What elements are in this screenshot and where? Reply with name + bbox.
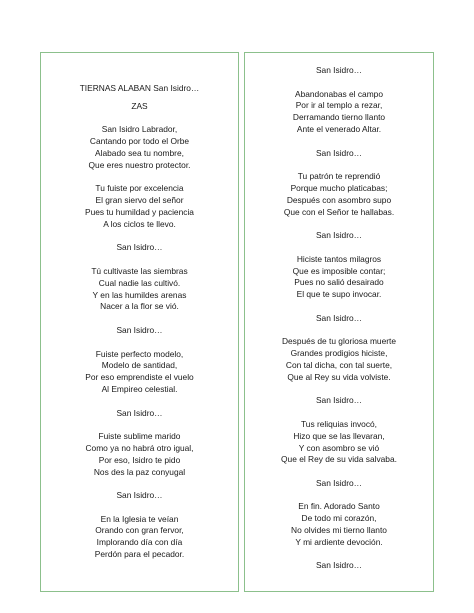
left-stanzas [41, 124, 238, 560]
left-lyrics-column [41, 83, 238, 561]
stanza [245, 171, 433, 218]
verse-line: San Isidro… [315, 147, 363, 158]
refrain-line [245, 313, 433, 325]
verse-line: Alabado sea tu nombre, [95, 147, 184, 158]
refrain-line [245, 148, 433, 160]
verse-line: Pues no salió desairado [294, 277, 384, 288]
refrain-line [41, 408, 238, 420]
verse-line: Tus reliquias invocó, [300, 418, 378, 429]
verse-line: Y mi ardiente devoción. [295, 536, 383, 547]
verse-line: Abandonabas el campo [294, 88, 383, 99]
verse-line: Después de tu gloriosa muerte [281, 336, 397, 347]
right-stanzas [245, 65, 433, 572]
stanza [41, 514, 238, 561]
refrain-line [245, 65, 433, 77]
verse-line: De todo mi corazón, [301, 513, 377, 524]
verse-line: San Isidro… [315, 560, 363, 571]
stanza [245, 254, 433, 301]
song-subtitle: ZAS [131, 100, 148, 111]
verse-line: Implorando día con día [96, 537, 183, 548]
verse-line: En fin. Adorado Santo [298, 501, 380, 512]
verse-line: San Isidro… [116, 324, 163, 335]
verse-line: Que eres nuestro protector. [88, 159, 191, 170]
verse-line: San Isidro… [315, 230, 363, 241]
right-page-panel [244, 52, 434, 592]
refrain-line [41, 242, 238, 254]
right-lyrics-column [245, 65, 433, 572]
verse-line: Que con el Señor te hallabas. [283, 206, 395, 217]
refrain-line [245, 560, 433, 572]
verse-line: Que es imposible contar; [292, 265, 386, 276]
verse-line: Hizo que se las llevaran, [293, 430, 385, 441]
verse-line: Hiciste tantos milagros [296, 253, 382, 264]
verse-line: Por eso, Isidro te pido [98, 454, 181, 465]
verse-line: Orando con gran fervor, [95, 525, 184, 536]
verse-line: Perdón para el pecador. [94, 549, 185, 560]
stanza [41, 349, 238, 396]
verse-line: En la Iglesia te veían [100, 513, 179, 524]
verse-line: Nacer a la flor se vió. [100, 301, 179, 312]
refrain-line [245, 478, 433, 490]
verse-line: San Isidro… [315, 312, 363, 323]
verse-line: Nos des la paz conyugal [93, 466, 186, 477]
stanza [41, 266, 238, 313]
verse-line: San Isidro… [116, 407, 163, 418]
verse-line: Al Empireo celestial. [101, 383, 178, 394]
verse-line: Que el Rey de su vida salvaba. [281, 454, 397, 465]
verse-line: Derramando tierno llanto [292, 112, 386, 123]
refrain-line [41, 490, 238, 502]
verse-line: El gran siervo del señor [95, 195, 184, 206]
verse-line: El que te supo invocar. [296, 289, 382, 300]
stanza [245, 89, 433, 136]
verse-line: Y con asombro se vió [298, 442, 380, 453]
verse-line: A los ciclos te llevo. [103, 218, 176, 229]
verse-line: Y en las humildes arenas [92, 289, 187, 300]
stanza [245, 336, 433, 383]
song-title: TIERNAS ALABAN San Isidro… [79, 83, 200, 93]
verse-line: Fuiste perfecto modelo, [95, 348, 184, 359]
stanza [41, 431, 238, 478]
verse-line: Ante el venerado Altar. [296, 123, 382, 134]
verse-line: San Isidro Labrador, [101, 124, 178, 135]
verse-line: Pues tu humildad y paciencia [85, 206, 194, 217]
verse-line: San Isidro… [315, 395, 363, 406]
verse-line: San Isidro… [315, 477, 363, 488]
left-page-panel [40, 52, 239, 592]
verse-line: San Isidro… [315, 65, 363, 75]
refrain-line [41, 325, 238, 337]
verse-line: Por ir al templo a rezar, [295, 100, 383, 111]
verse-line: Porque mucho platicabas; [290, 182, 388, 193]
refrain-line [245, 395, 433, 407]
verse-line: Fuiste sublime marido [98, 431, 181, 442]
stanza [245, 419, 433, 466]
verse-line: Tu fuiste por excelencia [95, 183, 184, 194]
verse-line: Después con asombro supo [286, 194, 392, 205]
verse-line: Cual nadie las cultivó. [98, 277, 181, 288]
verse-line: Como ya no habrá otro igual, [85, 442, 194, 453]
verse-line: San Isidro… [116, 490, 163, 501]
verse-line: Cantando por todo el Orbe [89, 136, 190, 147]
verse-line: No olvides mi tierno llanto [291, 525, 387, 536]
verse-line: Modelo de santidad, [101, 360, 178, 371]
verse-line: Tú cultivaste las siembras [91, 265, 188, 276]
stanza [41, 183, 238, 230]
stanza [245, 501, 433, 548]
refrain-line [245, 230, 433, 242]
verse-line: Tu patrón te reprendió [297, 171, 381, 182]
verse-line: San Isidro… [116, 242, 163, 253]
verse-line: Grandes prodigios hiciste, [290, 348, 388, 359]
verse-line: Con tal dicha, con tal suerte, [285, 359, 393, 370]
verse-line: Que al Rey su vida volviste. [287, 371, 391, 382]
stanza [41, 124, 238, 171]
verse-line: Por eso emprendiste el vuelo [85, 372, 194, 383]
